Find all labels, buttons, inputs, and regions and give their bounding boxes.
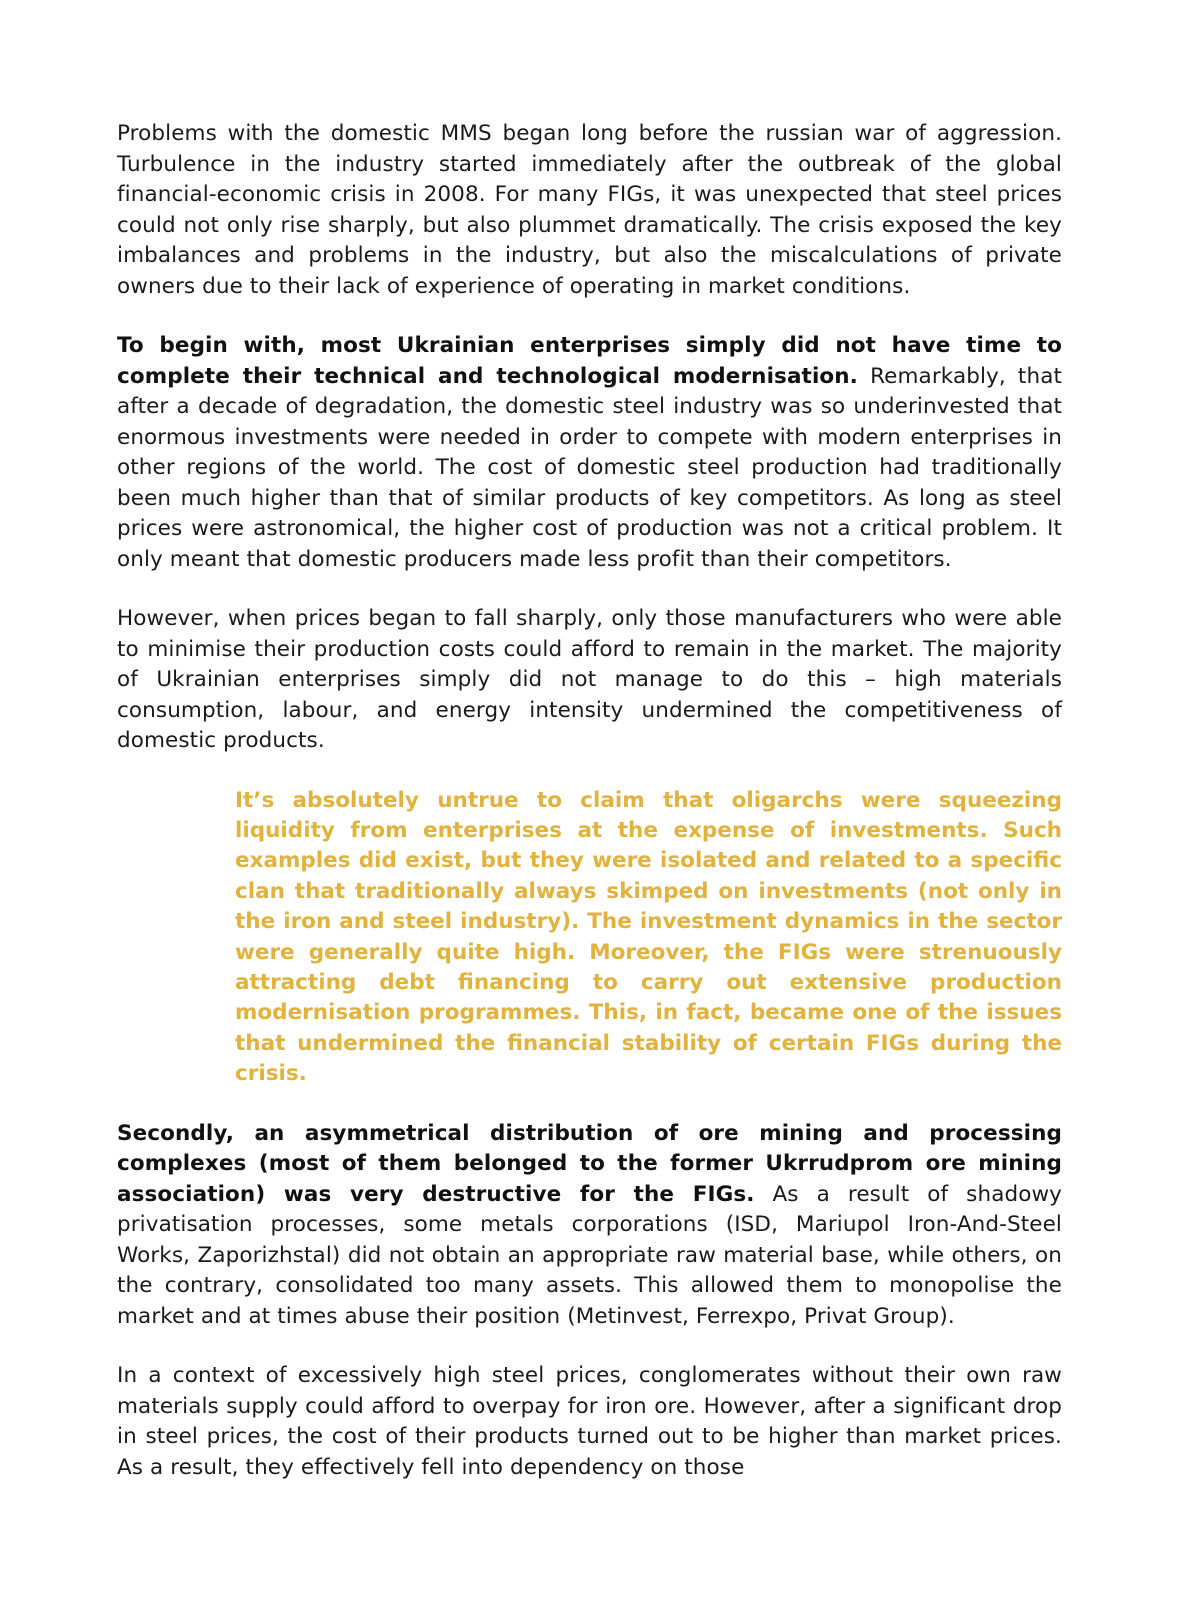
paragraph-spacer	[117, 1332, 1062, 1361]
paragraph-spacer	[117, 1090, 1062, 1119]
paragraph-lead-bold: Secondly, an asymmetrical distribution of ore mining and processing complexes (most of them belonged to the former Ukrrudprom ore mining association) was very destructive for the FIGs.	[117, 1120, 1062, 1207]
paragraph-text: Problems with the domestic MMS began long before the russian war of aggression. Turbulence in the industry started immediately after the outbreak of the global financial-economic crisis in 2008. For many FIGs, it was unexpected that steel prices could not only rise sharply, but also plummet dramatically. The crisis exposed the key imbalances and problems in the industry, but also the miscalculations of private owners due to their lack of experience of operating in market conditions.	[117, 121, 1062, 299]
paragraph-raw-materials	[117, 1361, 1062, 1483]
paragraph-text: As a result of shadowy privatisation processes, some metals corporations (ISD, Mariupol Iron-And-Steel Works, Zaporizhstal) did not obtain an appropriate raw material base, while others, on the contrary, consolidated too many assets. This allowed them to monopolise the market and at times abuse their position (Metinvest, Ferrexpo, Privat Group).	[117, 1181, 1062, 1329]
paragraph-falling-prices	[117, 604, 1062, 757]
document-page	[117, 119, 1062, 1483]
paragraph-text: However, when prices began to fall sharply, only those manufacturers who were able to minimise their production costs could afford to remain in the market. The majority of Ukrainian enterprises simply did not manage to do this – high materials consumption, labour, and energy intensity undermined the competitiveness of domestic products.	[117, 606, 1062, 753]
pull-quote	[235, 786, 1062, 1090]
paragraph-lead-bold: To begin with, most Ukrainian enterprises simply did not have time to complete their technical and technological modernisation.	[117, 333, 1062, 389]
paragraph-asymmetrical-distribution	[117, 1119, 1062, 1333]
paragraph-text: In a context of excessively high steel prices, conglomerates without their own raw materials supply could afford to overpay for iron ore. However, after a significant drop in steel prices, the cost of their products turned out to be higher than market prices. As a result, they effectively fell into dependency on those	[117, 1363, 1062, 1480]
paragraph-crisis-origins	[117, 119, 1062, 302]
paragraph-text: Remarkably, that after a decade of degradation, the domestic steel industry was so underinvested that enormous investments were needed in order to compete with modern enterprises in other regions of the world. The cost of domestic steel production had traditionally been much higher than that of similar products of key competitors. As long as steel prices were astronomical, the higher cost of production was not a critical problem. It only meant that domestic producers made less profit than their competitors.	[117, 363, 1062, 572]
paragraph-modernisation	[117, 331, 1062, 575]
paragraph-spacer	[117, 302, 1062, 331]
paragraph-spacer	[117, 757, 1062, 786]
pull-quote-text: It’s absolutely untrue to claim that oligarchs were squeezing liquidity from enterprises at the expense of investments. Such examples did exist, but they were isolated and related to a specific clan that traditionally always skimped on investments (not only in the iron and steel industry). The investment dynamics in the sector were generally quite high. Moreover, the FIGs were strenuously attracting debt financing to carry out extensive production modernisation programmes. This, in fact, became one of the issues that undermined the financial stability of certain FIGs during the crisis.	[235, 787, 1062, 1087]
paragraph-spacer	[117, 575, 1062, 604]
